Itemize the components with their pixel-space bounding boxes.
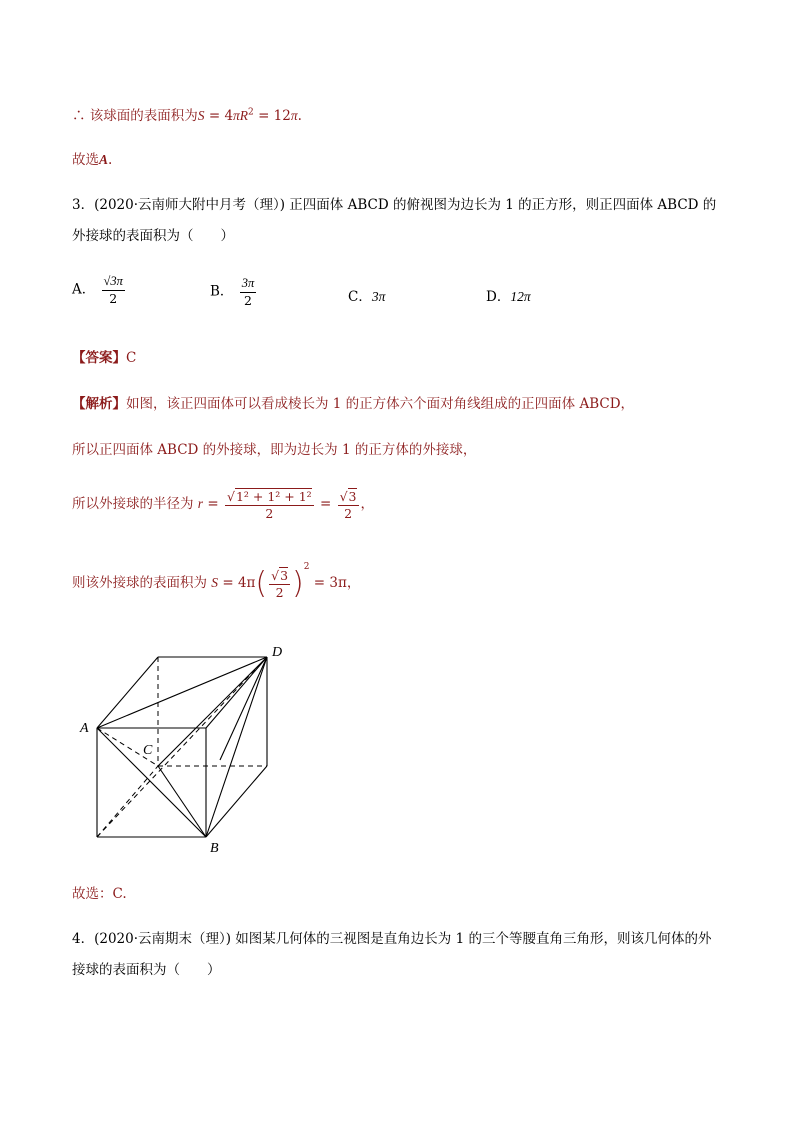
radius-result-fraction <box>338 488 359 521</box>
eq-part: = 12 <box>253 108 291 124</box>
denominator: 2 <box>275 584 284 600</box>
exponent: 2 <box>248 107 254 118</box>
analysis-line-1 <box>72 392 634 412</box>
tetra-edge-AD <box>97 657 267 728</box>
edge <box>97 657 158 728</box>
fraction <box>102 274 125 306</box>
fraction <box>240 276 257 308</box>
radius-prefix: 所以外接球的半径为 <box>72 496 194 513</box>
question-4-line-1: 4．(2020·云南期末（理）) 如图某几何体的三视图是直角边长为 1 的三个等腰直角三角形，则该几何体的外 <box>72 931 712 947</box>
left-paren: ( <box>255 566 268 601</box>
var-S: S <box>211 575 219 590</box>
option-label: B． <box>210 283 234 300</box>
exponent: 2 <box>303 562 310 572</box>
radius-fraction <box>225 488 314 521</box>
var-R: R <box>239 108 249 123</box>
tetra-edge-CD <box>158 657 267 766</box>
numerator: √1² + 1² + 1² <box>226 489 312 504</box>
question-3-line-2: 外接球的表面积为（ ） <box>72 228 234 244</box>
denominator: 2 <box>244 292 252 308</box>
eq-part: = 4π <box>218 575 256 591</box>
option-A <box>72 274 127 306</box>
area-fraction <box>269 567 290 600</box>
choose-line: 故选：C. <box>72 886 127 902</box>
analysis-label: 【解析】 <box>72 396 126 412</box>
conclusion-prefix: ∴ 该球面的表面积为 <box>72 108 198 124</box>
tetra-edge-BD <box>206 657 267 837</box>
denominator: 2 <box>109 290 118 306</box>
tetra-edge-D-inner <box>220 657 267 760</box>
option-label: A． <box>72 281 96 298</box>
analysis-text: 如图，该正四面体可以看成棱长为 1 的正方体六个面对角线组成的正四面体 ABCD， <box>126 396 635 412</box>
area-prefix: 则该外接球的表面积为 <box>72 575 207 591</box>
period: . <box>108 152 113 168</box>
analysis-line-2: 所以正四面体 ABCD 的外接球，即为边长为 1 的正方体的外接球， <box>72 442 477 458</box>
hidden-diagonal <box>97 657 267 837</box>
edge <box>206 766 267 837</box>
vertex-label-C: C <box>143 743 153 758</box>
var-S: S <box>197 108 205 123</box>
numerator: √3π <box>102 274 125 291</box>
area-result: = 3π， <box>309 575 361 591</box>
choice-letter: A <box>99 152 109 167</box>
radicand: 3 <box>280 567 289 583</box>
option-value: 3π <box>371 289 386 304</box>
answer-value: C <box>126 350 137 366</box>
answer-line <box>72 346 136 366</box>
option-label: D． <box>486 289 511 305</box>
option-label: C． <box>348 289 372 305</box>
sphere-area-conclusion <box>72 104 302 124</box>
hidden-edge <box>97 766 158 837</box>
radicand: 1² + 1² + 1² <box>235 489 312 504</box>
tetra-edge-CB <box>158 766 206 837</box>
answer-label: 【答案】 <box>72 350 126 366</box>
choose-label: 故选 <box>72 152 99 168</box>
denominator: 2 <box>344 505 353 521</box>
option-B <box>210 276 258 308</box>
pi-symbol: π <box>290 108 298 123</box>
denominator: 2 <box>265 505 274 521</box>
numerator: √3 <box>339 489 357 504</box>
option-value: 12π <box>510 289 531 304</box>
pi-symbol: π <box>233 108 240 123</box>
right-paren: ) <box>292 566 304 601</box>
radicand: 3 <box>348 489 357 504</box>
var-r: r <box>197 496 204 512</box>
vertex-label-A: A <box>80 721 89 736</box>
numerator: √3 <box>271 567 289 583</box>
eq-part: = 4 <box>204 108 234 124</box>
cube-tetrahedron-figure <box>70 640 310 860</box>
vertex-label-B: B <box>210 841 219 856</box>
radius-formula-line: 所以外接球的半径为 r = $\frac{\text{√1² + 1² + 1²}}{2}$ = $\frac{√3}{2}$ ， <box>72 489 374 521</box>
choose-answer-line <box>72 148 112 168</box>
numerator: 3π <box>240 276 257 293</box>
period: . <box>297 108 302 124</box>
vertex-label-D: D <box>272 645 283 660</box>
question-4-line-2: 接球的表面积为（ ） <box>72 962 221 978</box>
surface-area-formula-line <box>72 562 360 601</box>
edge <box>206 657 267 728</box>
option-D <box>486 285 531 305</box>
question-3-line-1: 3．(2020·云南师大附中月考（理）) 正四面体 ABCD 的俯视图为边长为 1 的正方形，则正四面体 ABCD 的 <box>72 197 717 213</box>
option-C <box>348 285 385 305</box>
